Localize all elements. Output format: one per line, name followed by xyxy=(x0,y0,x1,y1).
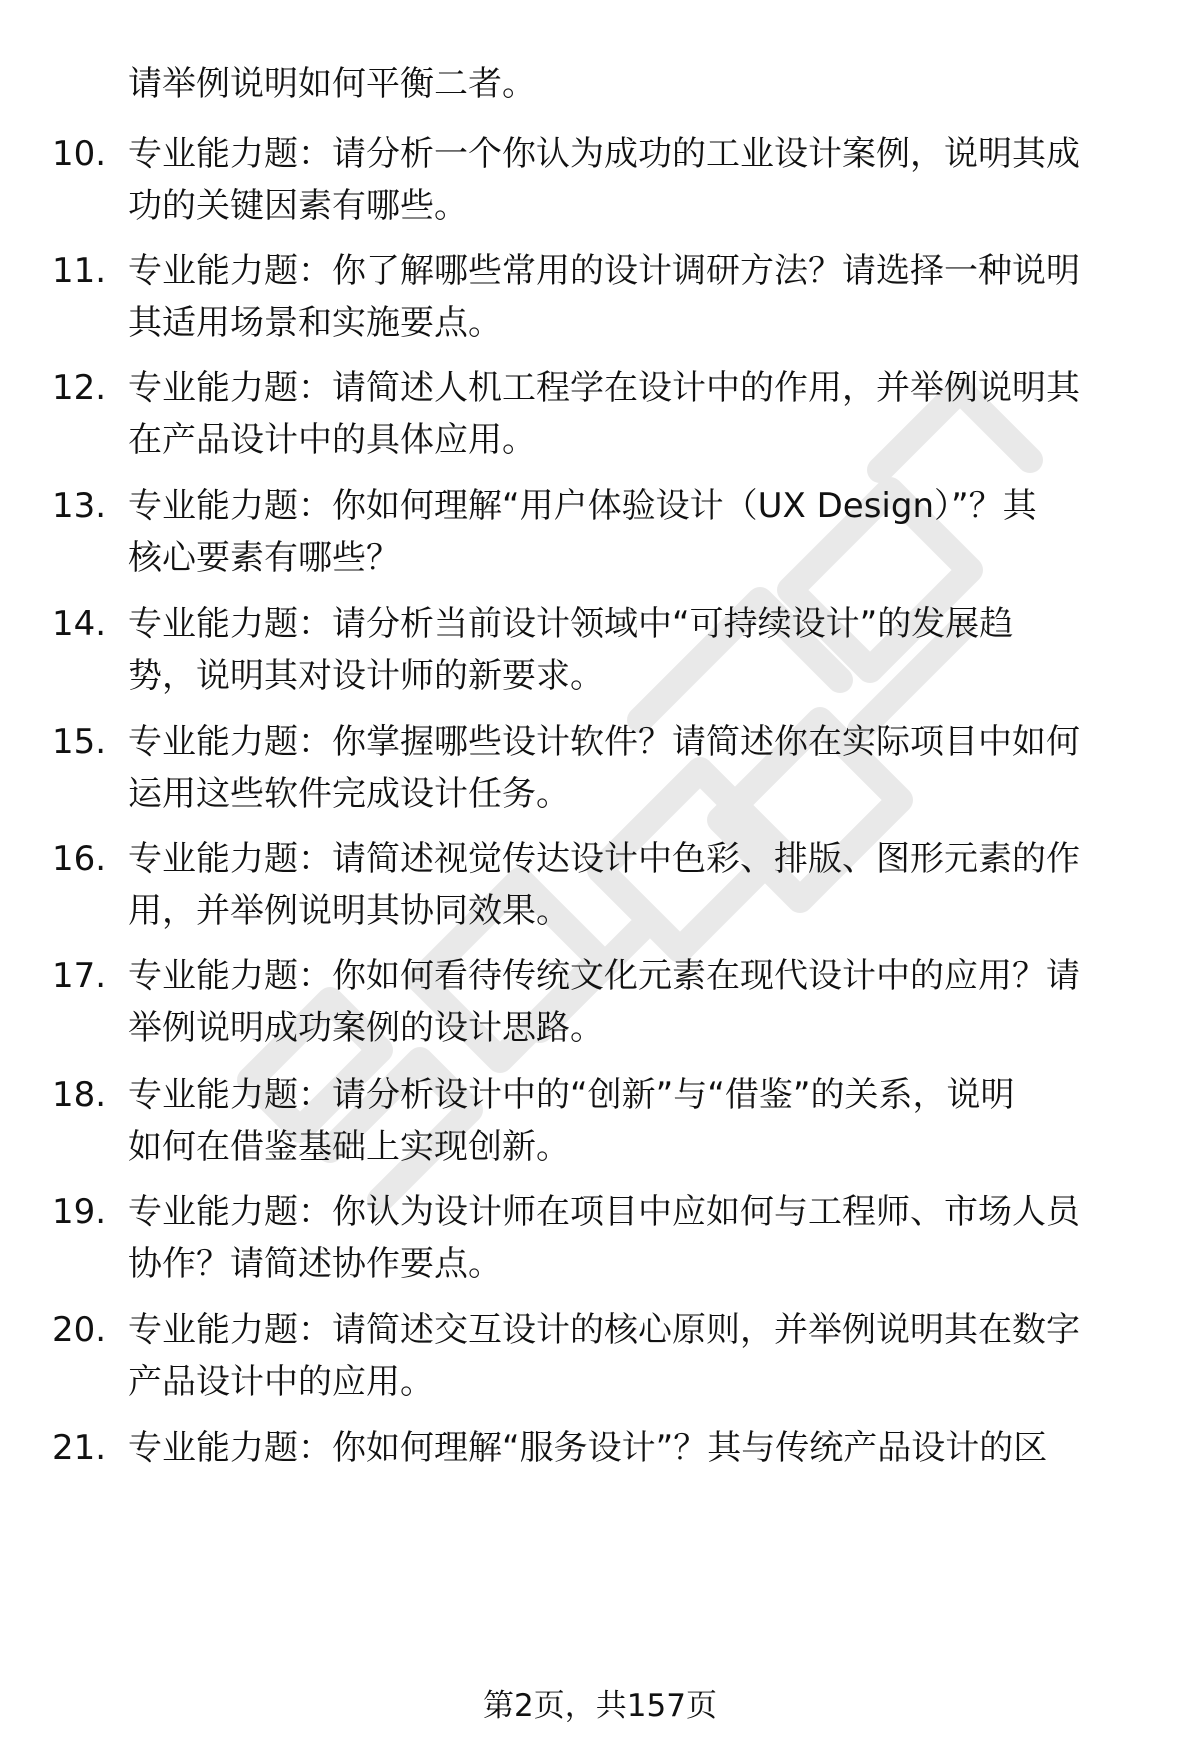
question-text-line: 专业能力题：请简述视觉传达设计中色彩、排版、图形元素的作 xyxy=(128,839,1080,879)
question-text-line: 专业能力题：请分析设计中的“创新”与“借鉴”的关系，说明 xyxy=(128,1075,1015,1115)
question-text-line: 专业能力题：请分析一个你认为成功的工业设计案例，说明其成 xyxy=(128,134,1080,174)
continuation-text: 请举例说明如何平衡二者。 xyxy=(128,64,536,104)
question-text-line: 其适用场景和实施要点。 xyxy=(128,303,502,343)
list-item xyxy=(0,716,1200,820)
list-item xyxy=(0,128,1200,232)
question-text-line: 功的关键因素有哪些。 xyxy=(128,186,468,226)
question-number: 12. xyxy=(52,368,107,408)
question-number: 14. xyxy=(52,604,107,644)
question-text-line: 专业能力题：你如何看待传统文化元素在现代设计中的应用？请 xyxy=(128,956,1080,996)
list-item xyxy=(0,245,1200,349)
list-item xyxy=(0,1422,1200,1526)
question-text-line: 专业能力题：你如何理解“用户体验设计（UX Design）”？其 xyxy=(128,486,1037,526)
question-number: 20. xyxy=(52,1310,107,1350)
question-number: 19. xyxy=(52,1192,107,1232)
question-text-line: 专业能力题：请分析当前设计领域中“可持续设计”的发展趋 xyxy=(128,604,1014,644)
list-item xyxy=(0,1186,1200,1290)
question-text-line: 专业能力题：你如何理解“服务设计”？其与传统产品设计的区 xyxy=(128,1428,1048,1468)
page-footer: 第2页，共157页 xyxy=(483,1688,717,1724)
list-item xyxy=(0,1069,1200,1173)
question-text-line: 运用这些软件完成设计任务。 xyxy=(128,774,570,814)
question-number: 16. xyxy=(52,839,107,879)
question-text-line: 产品设计中的应用。 xyxy=(128,1362,434,1402)
question-number: 21. xyxy=(52,1428,107,1468)
question-text-line: 专业能力题：请简述人机工程学在设计中的作用，并举例说明其 xyxy=(128,368,1080,408)
list-item xyxy=(0,598,1200,702)
question-text-line: 协作？请简述协作要点。 xyxy=(128,1244,502,1284)
question-number: 17. xyxy=(52,956,107,996)
question-text-line: 专业能力题：你掌握哪些设计软件？请简述你在实际项目中如何 xyxy=(128,722,1080,762)
question-text-line: 专业能力题：你了解哪些常用的设计调研方法？请选择一种说明 xyxy=(128,251,1080,291)
question-number: 11. xyxy=(52,251,107,291)
list-item xyxy=(0,480,1200,584)
list-item xyxy=(0,1304,1200,1408)
question-text-line: 专业能力题：你认为设计师在项目中应如何与工程师、市场人员 xyxy=(128,1192,1080,1232)
question-text-line: 如何在借鉴基础上实现创新。 xyxy=(128,1127,570,1167)
question-text-line: 势，说明其对设计师的新要求。 xyxy=(128,656,604,696)
question-text-line: 用，并举例说明其协同效果。 xyxy=(128,891,570,931)
question-number: 18. xyxy=(52,1075,107,1115)
question-number: 10. xyxy=(52,134,107,174)
question-text-line: 专业能力题：请简述交互设计的核心原则，并举例说明其在数字 xyxy=(128,1310,1080,1350)
question-text-line: 在产品设计中的具体应用。 xyxy=(128,420,536,460)
list-item xyxy=(0,362,1200,466)
question-number: 15. xyxy=(52,722,107,762)
question-text-line: 举例说明成功案例的设计思路。 xyxy=(128,1008,604,1048)
question-text-line: 核心要素有哪些？ xyxy=(128,538,400,578)
list-item xyxy=(0,950,1200,1054)
list-item xyxy=(0,833,1200,937)
question-number: 13. xyxy=(52,486,107,526)
